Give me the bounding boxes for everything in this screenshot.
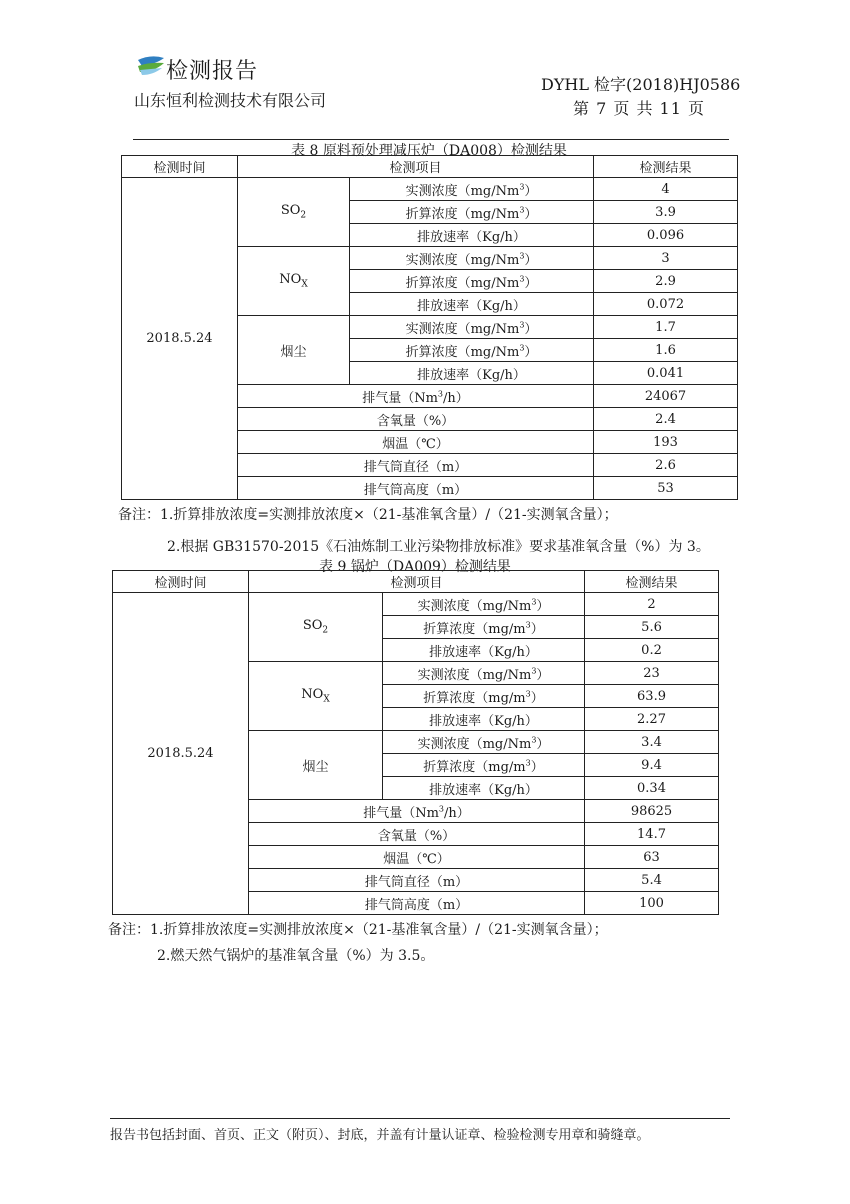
result-value: 0.041 [594,362,738,385]
item-label: 实测浓度 [405,321,458,337]
item-label: 排气量（Nm [363,805,439,821]
unit-superscript: 3 [519,205,525,215]
item-name [350,224,594,247]
item-label: 折算浓度 [405,206,458,222]
item-label: 含氧量（%） [376,413,455,429]
footer-statement: 报告书包括封面、首页、正文（附页）、封底，并盖有计量认证章、检验检测专用章和骑缝章。 [110,1128,650,1143]
item-unit: （mg/Nm [469,736,532,752]
item-unit: （Kg/h） [481,782,538,798]
table-row [113,593,719,616]
unit-superscript: 3 [519,320,525,330]
item-name [238,477,594,500]
table-9-caption: 表 9 锅炉（DA009）检测结果 [319,559,511,575]
item-name [383,708,585,731]
unit-close: ） [536,598,550,614]
result-value: 63 [585,846,719,869]
pollutant-name [238,247,350,316]
table-9-note-2: 2.燃天然气锅炉的基准氧含量（%）为 3.5。 [157,948,435,964]
pollutant-name [249,593,383,662]
item-label: 实测浓度 [417,667,470,683]
result-value: 1.7 [594,316,738,339]
item-name [350,362,594,385]
item-label: 排放速率 [429,644,482,660]
item-unit: （Kg/h） [469,367,526,383]
unit-superscript: 3 [525,758,531,768]
result-value: 0.2 [585,639,719,662]
item-unit: （mg/m [475,759,526,775]
item-unit: （Kg/h） [469,298,526,314]
pollutant-label: 烟尘 [302,759,329,775]
table-row [122,178,738,201]
pollutant-label: SO [302,618,323,634]
result-value: 3.4 [585,731,719,754]
item-label: 实测浓度 [417,598,470,614]
unit-close: ） [524,321,538,337]
item-label: 排放速率 [417,367,470,383]
unit-close: ） [530,621,544,637]
item-unit: （mg/Nm [457,252,520,268]
item-label: 折算浓度 [405,275,458,291]
result-value: 5.6 [585,616,719,639]
pollutant-name [238,178,350,247]
item-name [383,777,585,800]
item-label: 排气量（Nm [362,390,438,406]
item-unit: （mg/Nm [457,275,520,291]
header-item: 检测项目 [238,156,594,178]
table-8-caption: 表 8 原料预处理减压炉（DA008）检测结果 [291,143,567,159]
unit-close: ） [536,667,550,683]
item-name [383,662,585,685]
unit-superscript: 3 [519,274,525,284]
item-name [383,616,585,639]
unit-close: /h） [443,390,469,406]
result-value: 2.27 [585,708,719,731]
item-name [249,823,585,846]
pollutant-subscript: X [301,279,308,290]
unit-superscript: 3 [519,182,525,192]
item-unit: （mg/Nm [457,183,520,199]
sampling-date: 2018.5.24 [122,178,238,500]
header-result: 检测结果 [585,571,719,593]
item-unit: （mg/Nm [457,206,520,222]
header-time: 检测时间 [122,156,238,178]
item-label: 实测浓度 [405,183,458,199]
item-label: 烟温（℃） [383,851,450,867]
item-unit: （mg/Nm [469,598,532,614]
unit-superscript: 3 [437,389,444,399]
company-name: 山东恒利检测技术有限公司 [134,91,327,110]
result-value: 2.9 [594,270,738,293]
table-8-note-1: 备注：1.折算排放浓度=实测排放浓度×（21-基准氧含量）/（21-实测氧含量）； [118,507,618,523]
item-name [238,454,594,477]
unit-close: ） [524,252,538,268]
table-9 [112,570,719,915]
item-label: 烟温（℃） [382,436,449,452]
unit-superscript: 3 [519,343,525,353]
result-value: 0.096 [594,224,738,247]
pollutant-subscript: 2 [322,625,329,636]
item-name [249,846,585,869]
item-label: 排放速率 [429,782,482,798]
company-logo-icon [136,54,166,76]
result-value: 53 [594,477,738,500]
item-label: 排放速率 [417,229,470,245]
item-name [383,639,585,662]
item-label: 折算浓度 [423,759,476,775]
report-number: DYHL 检字(2018)HJ0586 [541,75,741,94]
unit-close: ） [524,206,538,222]
unit-superscript: 3 [519,251,525,261]
item-label: 排气筒直径（m） [364,874,469,890]
pollutant-label: SO [280,203,301,219]
item-name [383,685,585,708]
header-item: 检测项目 [249,571,585,593]
item-label: 折算浓度 [423,690,476,706]
unit-superscript: 3 [531,666,537,676]
item-name [350,339,594,362]
result-value: 9.4 [585,754,719,777]
result-value: 2.6 [594,454,738,477]
result-value: 3 [594,247,738,270]
table-8-note-2: 2.根据 GB31570-2015《石油炼制工业污染物排放标准》要求基准氧含量（%）为 3。 [167,539,710,555]
item-name [350,178,594,201]
item-name [238,385,594,408]
result-value: 3.9 [594,201,738,224]
item-name [383,754,585,777]
item-label: 排放速率 [417,298,470,314]
sampling-date: 2018.5.24 [113,593,249,915]
item-label: 实测浓度 [405,252,458,268]
result-value: 193 [594,431,738,454]
result-value: 14.7 [585,823,719,846]
item-unit: （mg/m [475,690,526,706]
table-9-note-1: 备注：1.折算排放浓度=实测排放浓度×（21-基准氧含量）/（21-实测氧含量）； [108,922,608,938]
unit-close: ） [524,183,538,199]
item-label: 实测浓度 [417,736,470,752]
pollutant-name [249,731,383,800]
result-value: 0.072 [594,293,738,316]
result-value: 2.4 [594,408,738,431]
item-label: 排气筒直径（m） [363,459,468,475]
item-name [350,293,594,316]
item-label: 排气筒高度（m） [363,482,468,498]
item-unit: （Kg/h） [469,229,526,245]
unit-close: /h） [444,805,470,821]
pollutant-name [249,662,383,731]
result-value: 5.4 [585,869,719,892]
report-title: 检测报告 [166,59,259,84]
item-name [350,201,594,224]
item-unit: （mg/m [475,621,526,637]
item-name [238,408,594,431]
item-name [383,731,585,754]
item-label: 排放速率 [429,713,482,729]
result-value: 1.6 [594,339,738,362]
unit-superscript: 3 [438,804,445,814]
pollutant-label: NO [279,272,302,288]
page-indicator: 第 7 页 共 11 页 [573,99,705,118]
item-name [350,316,594,339]
result-value: 63.9 [585,685,719,708]
unit-close: ） [536,736,550,752]
unit-close: ） [524,344,538,360]
unit-superscript: 3 [531,597,537,607]
item-label: 折算浓度 [405,344,458,360]
item-unit: （Kg/h） [481,713,538,729]
item-name [249,869,585,892]
item-unit: （mg/Nm [457,321,520,337]
unit-superscript: 3 [531,735,537,745]
item-name [249,892,585,915]
item-name [350,247,594,270]
item-label: 含氧量（%） [377,828,456,844]
result-value: 0.34 [585,777,719,800]
table-8 [121,155,738,500]
unit-close: ） [530,759,544,775]
unit-superscript: 3 [525,689,531,699]
item-unit: （mg/Nm [457,344,520,360]
pollutant-subscript: X [323,694,330,705]
item-unit: （Kg/h） [481,644,538,660]
result-value: 100 [585,892,719,915]
result-value: 2 [585,593,719,616]
item-name [350,270,594,293]
pollutant-label: NO [301,687,324,703]
result-value: 23 [585,662,719,685]
item-label: 折算浓度 [423,621,476,637]
result-value: 4 [594,178,738,201]
pollutant-name [238,316,350,385]
item-unit: （mg/Nm [469,667,532,683]
pollutant-label: 烟尘 [280,344,307,360]
item-name [249,800,585,823]
item-label: 排气筒高度（m） [364,897,469,913]
pollutant-subscript: 2 [300,210,307,221]
footer-divider [110,1118,730,1119]
result-value: 24067 [594,385,738,408]
unit-close: ） [530,690,544,706]
item-name [238,431,594,454]
header-time: 检测时间 [113,571,249,593]
unit-superscript: 3 [525,620,531,630]
item-name [383,593,585,616]
result-value: 98625 [585,800,719,823]
header-result: 检测结果 [594,156,738,178]
unit-close: ） [524,275,538,291]
